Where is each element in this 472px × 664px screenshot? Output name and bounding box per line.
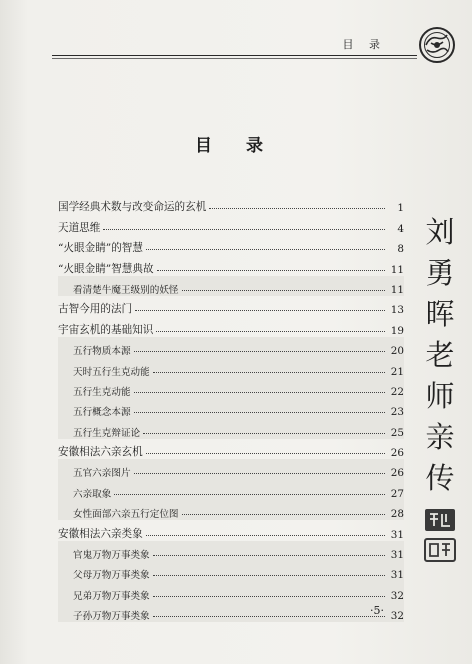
toc-entry xyxy=(58,541,404,561)
header-rule xyxy=(52,55,417,56)
dot-leader xyxy=(153,372,385,373)
toc-entry-title: 子孙万物万事类象 xyxy=(73,611,150,623)
dot-leader xyxy=(135,310,385,311)
toc-entry-title: 宇宙玄机的基础知识 xyxy=(58,323,154,336)
dot-leader xyxy=(134,351,385,352)
toc-entry-page: 21 xyxy=(390,365,404,378)
toc-entry-page: 31 xyxy=(390,549,404,562)
running-head: 目 录 xyxy=(342,38,386,51)
toc-entry-title: 五行物质本源 xyxy=(73,346,131,358)
dot-leader xyxy=(134,412,385,413)
toc-entry-page: 20 xyxy=(390,345,404,358)
dot-leader xyxy=(146,535,385,536)
toc-entry-title: 天道思维 xyxy=(58,221,101,234)
toc-entry-page: 26 xyxy=(390,467,404,480)
toc-entry xyxy=(58,602,404,622)
toc-entry-page: 31 xyxy=(390,528,404,541)
table-of-contents xyxy=(58,194,404,622)
toc-entry-page: 23 xyxy=(390,406,404,419)
dot-leader xyxy=(103,229,385,230)
toc-entry-page: 22 xyxy=(390,385,404,398)
toc-entry-title: “火眼金睛”智慧典故 xyxy=(58,262,154,275)
toc-entry-title: “火眼金睛”的智慧 xyxy=(58,242,143,255)
calligraphy-char: 勇 xyxy=(425,256,455,290)
toc-entry-title: 看清楚牛魔王级别的妖怪 xyxy=(73,284,179,296)
toc-entry-title: 国学经典术数与改变命运的玄机 xyxy=(58,201,207,214)
toc-entry xyxy=(58,398,404,418)
calligraphy-char: 晖 xyxy=(425,297,455,331)
toc-entry-title: 六亲取象 xyxy=(73,488,112,500)
toc-entry xyxy=(58,337,404,357)
toc-entry xyxy=(58,214,404,234)
toc-entry xyxy=(58,500,404,520)
toc-entry-title: 父母万物万事类象 xyxy=(73,570,150,582)
toc-entry xyxy=(58,357,404,377)
toc-entry-title: 兄弟万物万事类象 xyxy=(73,590,150,602)
toc-entry xyxy=(58,439,404,459)
toc-entry-page: 27 xyxy=(390,487,404,500)
toc-entry-title: 五行生克动能 xyxy=(73,386,131,398)
toc-entry-page: 11 xyxy=(390,263,404,276)
dot-leader xyxy=(153,616,385,617)
toc-entry-page: 25 xyxy=(390,426,404,439)
toc-entry xyxy=(58,520,404,540)
dot-leader xyxy=(156,331,385,332)
dot-leader xyxy=(146,249,385,250)
dot-leader xyxy=(153,596,385,597)
calligraphy-char: 刘 xyxy=(425,215,455,249)
dot-leader xyxy=(153,575,385,576)
toc-entry xyxy=(58,378,404,398)
toc-entry-title: 五行生克辩证论 xyxy=(73,427,141,439)
toc-entry-page: 13 xyxy=(390,304,404,317)
toc-entry-page: 26 xyxy=(390,447,404,460)
toc-entry-page: 19 xyxy=(390,324,404,337)
page-title: 目 录 xyxy=(195,136,277,156)
calligraphy-char: 老 xyxy=(425,338,455,372)
toc-entry-page: 11 xyxy=(390,283,404,296)
toc-entry xyxy=(58,459,404,479)
seal-stamp-icon xyxy=(424,508,456,532)
dot-leader xyxy=(182,290,385,291)
dot-leader xyxy=(114,494,385,495)
toc-entry-page: 4 xyxy=(397,222,404,235)
toc-entry xyxy=(58,276,404,296)
toc-entry-title: 女性面部六亲五行定位图 xyxy=(73,509,179,521)
dot-leader xyxy=(134,473,385,474)
dot-leader xyxy=(182,514,385,515)
toc-entry-title: 五行概念本源 xyxy=(73,407,131,419)
dot-leader xyxy=(209,208,385,209)
dot-leader xyxy=(157,270,385,271)
toc-entry-title: 安徽相法六亲类象 xyxy=(58,527,143,540)
toc-entry-title: 官鬼万物万事类象 xyxy=(73,550,150,562)
toc-entry-title: 古智今用的法门 xyxy=(58,303,133,316)
toc-entry-page: 8 xyxy=(397,243,404,256)
dot-leader xyxy=(143,433,385,434)
dot-leader xyxy=(146,453,385,454)
toc-entry-page: 1 xyxy=(397,202,404,215)
toc-entry xyxy=(58,235,404,255)
toc-entry xyxy=(58,255,404,275)
toc-entry xyxy=(58,418,404,438)
toc-entry-title: 五官六亲图片 xyxy=(73,468,131,480)
toc-entry-page: 31 xyxy=(390,569,404,582)
toc-entry-page: 28 xyxy=(390,508,404,521)
dot-leader xyxy=(134,392,385,393)
toc-entry xyxy=(58,194,404,214)
calligraphy-char: 亲 xyxy=(425,420,455,454)
toc-entry-title: 天时五行生克动能 xyxy=(73,366,150,378)
dot-leader xyxy=(153,555,385,556)
toc-entry-page: 32 xyxy=(390,610,404,623)
toc-entry xyxy=(58,581,404,601)
toc-entry-title: 安徽相法六亲玄机 xyxy=(58,446,143,459)
dragon-medallion-icon xyxy=(418,26,456,64)
header-rule-thin xyxy=(52,58,417,59)
seal-stamp-icon xyxy=(424,538,456,562)
calligraphy-inscription xyxy=(418,212,462,499)
page-number: ·5· xyxy=(370,604,384,617)
calligraphy-char: 传 xyxy=(425,461,455,495)
toc-entry-page: 32 xyxy=(390,589,404,602)
toc-entry xyxy=(58,479,404,499)
toc-entry xyxy=(58,561,404,581)
calligraphy-char: 师 xyxy=(425,379,455,413)
toc-entry xyxy=(58,296,404,316)
toc-entry xyxy=(58,316,404,336)
